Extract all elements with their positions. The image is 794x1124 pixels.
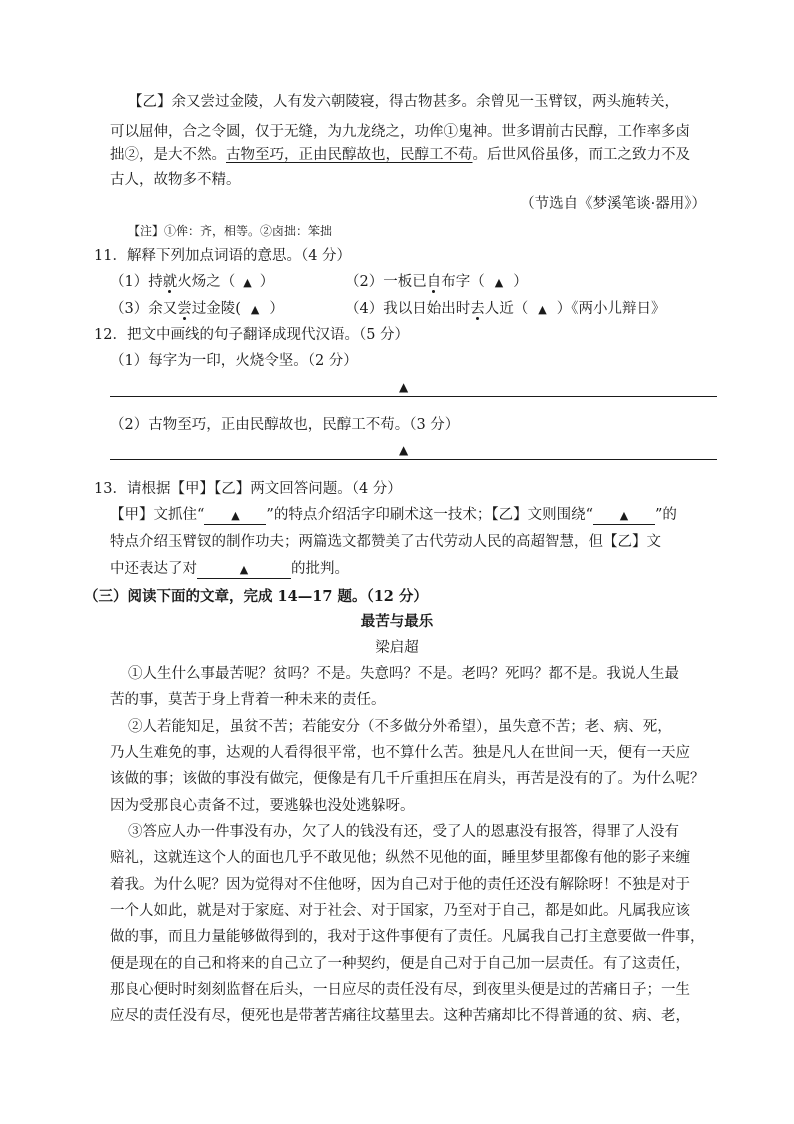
underlined-sentence: 古物至巧，正由民醇故也，民醇工不苟 — [226, 147, 473, 163]
q13-line-2: 特点介绍玉臂钗的制作功夫；两篇选文都赞美了古代劳动人民的高超智慧，但【乙】文 — [110, 534, 661, 550]
yi-line-2: 可以屈伸，合之令圆，仅于无缝，为九龙绕之，功侔①鬼神。世多谓前古民醇，工作率多卤 — [110, 124, 690, 140]
answer-blank-2[interactable]: ▲ — [593, 507, 655, 525]
answer-mark: ▲ — [399, 443, 409, 457]
q12-sentence-2: （2）古物至巧，正由民醇故也，民醇工不苟。（3 分） — [110, 417, 460, 433]
para-3-line-7: 那良心便时时刻刻监督在后头，一日应尽的责任没有尽，到夜里头便是过的苦痛日子；一生 — [110, 982, 690, 998]
q11-item-3: （3）余又尝过金陵( ▲ ） — [110, 301, 284, 317]
yi-line-1: 【乙】余又尝过金陵，人有发六朝陵寝，得古物甚多。余曾见一玉臂钗，两头施转关， — [128, 94, 679, 110]
para-3-line-2: 赔礼，这就连这个人的面也几乎不敢见他；纵然不见他的面，睡里梦里都像有他的影子来缠 — [110, 850, 690, 866]
para-2-line-1: ②人若能知足，虽贫不苦；若能安分（不多做分外希望），虽失意不苦；老、病、死， — [128, 719, 672, 735]
source-citation: （节选自《梦溪笔谈·器用》） — [520, 196, 706, 212]
answer-line-2[interactable] — [110, 459, 717, 460]
yi-line-4: 古人，故物多不精。 — [110, 172, 241, 188]
q11-stem: 11．解释下列加点词语的意思。（4 分） — [94, 248, 352, 264]
q13-line-1: 【甲】文抓住“ ▲ ”的特点介绍活字印刷术这一技术；【乙】文则围绕“ ▲ ”的 — [110, 507, 677, 523]
para-2-line-3: 该做的事；该做的事没有做完，便像是有几千斤重担压在肩头，再苦是没有的了。为什么呢？ — [110, 771, 705, 787]
para-3-line-3: 着我。为什么呢？因为觉得对不住他呀，因为自己对于他的责任还没有解除呀！不独是对于 — [110, 877, 690, 893]
answer-mark: ▲ — [243, 276, 252, 289]
answer-mark: ▲ — [538, 303, 547, 316]
answer-mark: ▲ — [494, 276, 504, 289]
answer-line-1[interactable] — [110, 396, 717, 397]
answer-mark: ▲ — [250, 303, 260, 316]
para-1-line-2: 苦的事，莫苦于身上背着一种未来的责任。 — [110, 692, 386, 708]
answer-mark: ▲ — [399, 380, 409, 394]
para-3-line-4: 一个人如此，就是对于家庭、对于社会、对于国家，乃至对于自己，都是如此。凡属我应该 — [110, 903, 690, 919]
para-2-line-4: 因为受那良心责备不过，要逃躲也没处逃躲呀。 — [110, 798, 415, 814]
q11-item-1: （1）持就火炀之（ ▲ ） — [110, 274, 275, 290]
article-title: 最苦与最乐 — [360, 613, 434, 630]
article-author: 梁启超 — [375, 640, 419, 656]
q13-stem: 13．请根据【甲】【乙】两文回答问题。（4 分） — [94, 481, 402, 497]
para-3-line-1: ③答应人办一件事没有办，欠了人的钱没有还，受了人的恩惠没有报答，得罪了人没有 — [128, 824, 679, 840]
yi-line-3: 拙②，是大不然。古物至巧，正由民醇故也，民醇工不苟。后世风俗虽侈，而工之致力不及 — [110, 147, 690, 163]
para-3-line-6: 便是现在的自己和将来的自己立了一种契约，便是自己对于自己加一层责任。有了这责任， — [110, 956, 690, 972]
answer-blank-1[interactable]: ▲ — [204, 507, 266, 525]
q13-line-3: 中还表达了对 ▲ 的批判。 — [110, 561, 349, 577]
para-2-line-2: 乃人生难免的事，达观的人看得很平常，也不算什么苦。独是凡人在世间一天，便有一天应 — [110, 745, 690, 761]
q11-item-4: （4）我以日始出时去人近（ ▲ ）《两小儿辩日》 — [345, 301, 666, 317]
section-heading: （三）阅读下面的文章，完成 14—17 题。（12 分） — [84, 588, 428, 605]
q11-item-2: （2）一板已自布字（ ▲ ） — [345, 274, 528, 290]
answer-blank-3[interactable]: ▲ — [197, 561, 291, 579]
footnote: 【注】①侔：齐，相等。②卤拙：笨拙 — [128, 224, 333, 238]
para-3-line-8: 应尽的责任没有尽，便死也是带著苦痛往坟墓里去。这种苦痛却比不得普通的贫、病、老， — [110, 1008, 690, 1024]
para-3-line-5: 做的事，而且力量能够做得到的，我对于这件事便有了责任。凡属我自己打主意要做一件事， — [110, 929, 705, 945]
q12-sentence-1: （1）每字为一印，火烧令坚。（2 分） — [110, 353, 358, 369]
q12-stem: 12．把文中画线的句子翻译成现代汉语。（5 分） — [94, 327, 410, 343]
para-1-line-1: ①人生什么事最苦呢？贫吗？不是。失意吗？不是。老吗？死吗？都不是。我说人生最 — [128, 666, 679, 682]
